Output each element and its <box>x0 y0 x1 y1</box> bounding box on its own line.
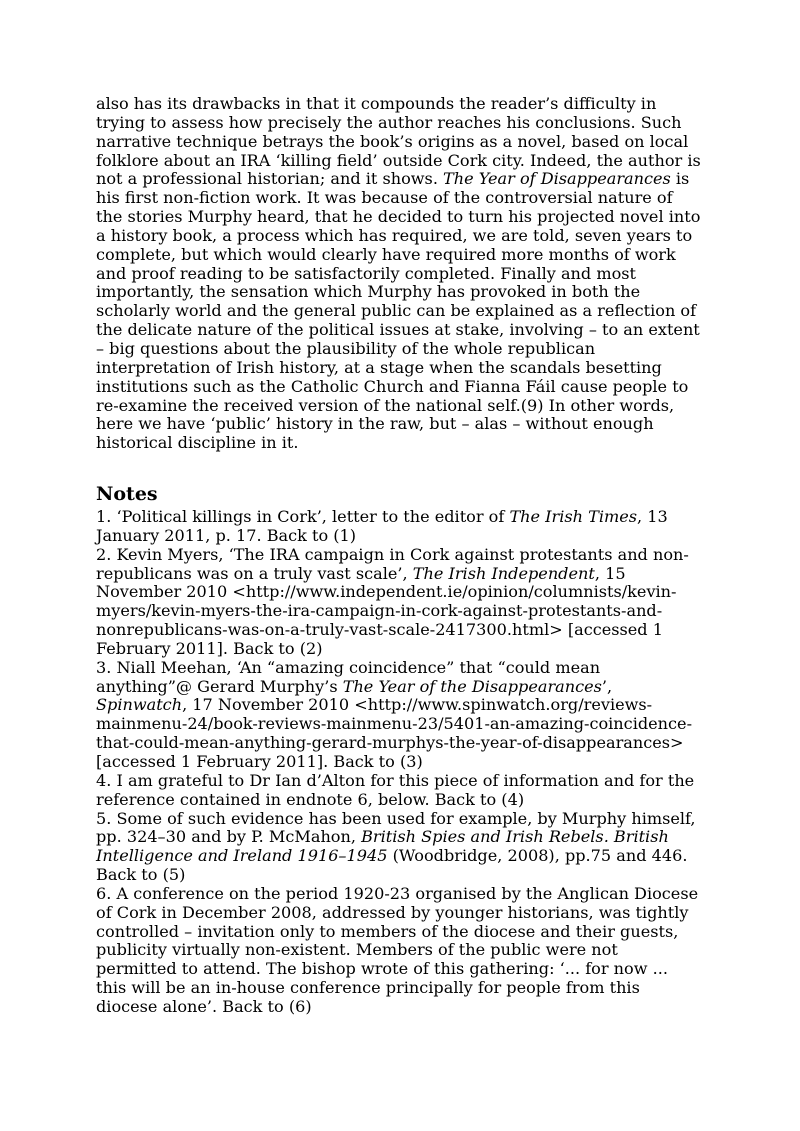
note-line: diocese alone’. Back to (6) <box>96 996 312 1016</box>
note-line: myers/kevin-myers-the-ira-campaign-in-cork-against-protestants-and- <box>96 601 663 621</box>
note-line: nonrepublicans-was-on-a-truly-vast-scale-2417300.html> [accessed 1 <box>96 620 663 640</box>
note-line: Intelligence and Ireland 1916–1945 (Woodbridge, 2008), pp.75 and 446. <box>96 846 688 866</box>
note-line: February 2011]. Back to (2) <box>96 638 323 658</box>
note-line: 1. ‘Political killings in Cork’, letter to the editor of The Irish Times, 13 <box>96 507 668 527</box>
italic-title: Spinwatch <box>96 695 183 715</box>
note-line: republicans was on a truly vast scale’, The Irish Independent, 15 <box>96 563 626 583</box>
note-item <box>96 659 706 772</box>
body-line: narrative technique betrays the book’s origins as a novel, based on local <box>96 131 689 151</box>
body-line: and proof reading to be satisfactorily completed. Finally and most <box>96 263 637 283</box>
note-item <box>96 546 706 659</box>
body-line: a history book, a process which has required, we are told, seven years to <box>96 225 693 245</box>
note-line: 5. Some of such evidence has been used for example, by Murphy himself, <box>96 808 696 828</box>
body-line: re-examine the received version of the national self.(9) In other words, <box>96 395 675 415</box>
body-line: his first non-fiction work. It was because of the controversial nature of <box>96 188 673 208</box>
note-line: mainmenu-24/book-reviews-mainmenu-23/5401-an-amazing-coincidence- <box>96 714 693 734</box>
document-page <box>96 95 706 1017</box>
body-line: here we have ‘public’ history in the raw, but – alas – without enough <box>96 414 654 434</box>
body-line: not a professional historian; and it shows. The Year of Disappearances is <box>96 169 690 189</box>
note-line: 6. A conference on the period 1920-23 organised by the Anglican Diocese <box>96 883 699 903</box>
note-item <box>96 810 706 885</box>
note-line: of Cork in December 2008, addressed by younger historians, was tightly <box>96 902 689 922</box>
note-line: November 2010 <http://www.independent.ie/opinion/columnists/kevin- <box>96 582 677 602</box>
note-line: publicity virtually non-existent. Members of the public were not <box>96 940 618 960</box>
note-line: [accessed 1 February 2011]. Back to (3) <box>96 752 423 771</box>
note-line: permitted to attend. The bishop wrote of this gathering: ‘... for now ... <box>96 959 668 979</box>
body-line: complete, but which would clearly have required more months of work <box>96 244 676 264</box>
body-line: institutions such as the Catholic Church and Fianna Fáil cause people to <box>96 376 689 396</box>
italic-title: The Year of the Disappearances <box>342 676 602 696</box>
note-line: anything”@ Gerard Murphy’s The Year of the Disappearances’, <box>96 676 613 696</box>
italic-title: The Irish Times <box>509 507 638 527</box>
note-line: 3. Niall Meehan, ‘An “amazing coincidence” that “could mean <box>96 657 601 677</box>
note-item <box>96 772 706 810</box>
italic-title: The Year of Disappearances <box>443 169 671 189</box>
body-line: trying to assess how precisely the author reaches his conclusions. Such <box>96 112 682 132</box>
body-line: the delicate nature of the political issues at stake, involving – to an extent <box>96 320 700 340</box>
body-line: importantly, the sensation which Murphy has provoked in both the <box>96 282 641 302</box>
body-line: the stories Murphy heard, that he decided to turn his projected novel into <box>96 207 701 227</box>
body-paragraph <box>96 95 706 453</box>
note-item <box>96 508 706 546</box>
italic-title: Intelligence and Ireland 1916–1945 <box>96 846 388 866</box>
body-line: historical discipline in it. <box>96 433 299 453</box>
note-item <box>96 885 706 1017</box>
note-line: January 2011, p. 17. Back to (1) <box>96 525 357 545</box>
note-line: reference contained in endnote 6, below. Back to (4) <box>96 789 525 809</box>
italic-title: The Irish Independent <box>412 563 595 583</box>
note-line: controlled – invitation only to members of the diocese and their guests, <box>96 921 679 941</box>
italic-title: British Spies and Irish Rebels. British <box>361 827 669 847</box>
body-line: also has its drawbacks in that it compounds the reader’s difficulty in <box>96 94 657 113</box>
notes-heading: Notes <box>96 483 158 506</box>
body-line: folklore about an IRA ‘killing field’ outside Cork city. Indeed, the author is <box>96 150 701 170</box>
notes-list <box>96 508 706 1017</box>
note-line: Spinwatch, 17 November 2010 <http://www.spinwatch.org/reviews- <box>96 695 653 715</box>
note-line: 2. Kevin Myers, ‘The IRA campaign in Cork against protestants and non- <box>96 544 689 564</box>
note-line: that-could-mean-anything-gerard-murphys-the-year-of-disappearances> <box>96 733 684 753</box>
note-line: Back to (5) <box>96 865 186 885</box>
body-line: interpretation of Irish history, at a stage when the scandals besetting <box>96 357 662 377</box>
body-line: – big questions about the plausibility of the whole republican <box>96 338 596 358</box>
note-line: this will be an in-house conference principally for people from this <box>96 978 640 998</box>
note-line: pp. 324–30 and by P. McMahon, British Spies and Irish Rebels. British <box>96 827 669 847</box>
body-line: scholarly world and the general public can be explained as a reflection of <box>96 301 697 321</box>
note-line: 4. I am grateful to Dr Ian d’Alton for this piece of information and for the <box>96 770 695 790</box>
